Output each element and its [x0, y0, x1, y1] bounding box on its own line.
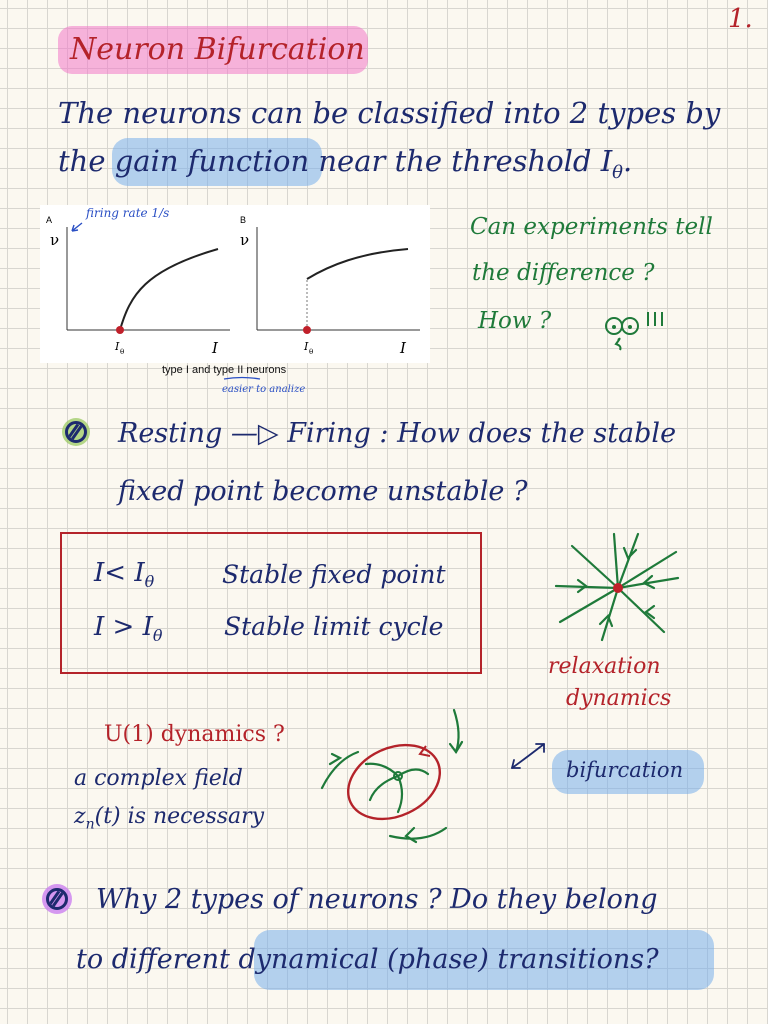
panel-b-ylabel: ν — [240, 231, 250, 249]
page-title: Neuron Bifurcation — [70, 32, 365, 67]
regime-row1-left — [94, 558, 154, 591]
regime-row2-cond: I > I — [94, 612, 153, 642]
regime-row1-right: Stable fixed point — [222, 560, 446, 589]
panel-a-xlabel: I — [212, 339, 218, 357]
section2-line-1: Why 2 types of neurons ? Do they belong — [96, 884, 658, 915]
limit-cycle-icon — [306, 704, 476, 854]
section2-line-2 — [76, 944, 659, 975]
caption-underline — [222, 375, 262, 383]
page-number: 1. — [728, 4, 753, 34]
u1-z: z — [74, 804, 86, 829]
figure-caption: type I and type II neurons — [162, 364, 287, 376]
panel-b-threshold-dot — [303, 326, 311, 334]
regime-box — [60, 532, 482, 674]
intro-threshold: near the threshold I — [318, 144, 613, 178]
section2-qmark: ? — [644, 944, 659, 975]
intro-line-1: The neurons can be classified into 2 types by — [58, 96, 721, 130]
stable-node-icon — [548, 530, 688, 650]
panel-a-curve — [120, 249, 218, 330]
u1-title: U(1) dynamics ? — [104, 722, 285, 747]
question-line-1: Can experiments tell — [470, 214, 713, 240]
relaxation-line-2: dynamics — [566, 686, 672, 711]
panel-a-threshold-label: I — [115, 340, 120, 353]
gain-function-plots — [40, 205, 430, 363]
section1-line-2: fixed point become unstable ? — [118, 476, 528, 507]
section2-to-different: to different — [76, 944, 230, 975]
u1-line-2 — [74, 804, 264, 832]
regime-row1-sub: θ — [144, 572, 155, 592]
gain-function-figure — [40, 205, 430, 363]
u1-rest: (t) is necessary — [94, 804, 265, 829]
panel-a-letter: A — [46, 215, 53, 225]
panel-b-threshold-label: I — [304, 340, 309, 353]
u1-line-1: a complex field — [74, 766, 243, 791]
section2-dynamical: dynamical (phase) transitions — [238, 944, 645, 975]
regime-row2-sub: θ — [152, 626, 163, 646]
panel-b-letter: B — [240, 215, 247, 225]
firing-rate-annotation: firing rate 1/s — [86, 206, 170, 220]
section1-line-1: Resting —▷ Firing : How does the stable — [118, 418, 677, 449]
panel-a-threshold-sub: θ — [120, 348, 125, 356]
firing-rate-arrow — [72, 223, 82, 231]
intro-gain-function: gain function — [114, 144, 310, 178]
relaxation-line-1: relaxation — [548, 654, 661, 679]
caption-note: easier to analize — [222, 384, 306, 395]
panel-a-ylabel: ν — [50, 231, 60, 249]
panel-b-threshold-sub: θ — [309, 348, 314, 356]
regime-row2-right: Stable limit cycle — [224, 612, 444, 641]
panel-b-curve — [307, 249, 408, 279]
bifurcation-label: bifurcation — [566, 758, 684, 782]
question-line-3: How ? — [478, 308, 552, 334]
u1-z-sub: n — [85, 816, 95, 833]
intro-line-2 — [58, 144, 632, 183]
confused-face-icon — [600, 306, 670, 352]
double-arrow-icon — [506, 736, 550, 776]
intro-period: . — [623, 144, 633, 178]
intro-threshold-sub: θ — [612, 161, 624, 183]
intro-the: the — [58, 144, 106, 178]
panel-b-xlabel: I — [400, 339, 406, 357]
question-line-2: the difference ? — [472, 260, 655, 286]
regime-row2-left — [94, 612, 163, 645]
panel-a-threshold-dot — [116, 326, 124, 334]
section2-bullet-icon — [46, 888, 68, 910]
regime-row1-cond: I< I — [94, 558, 145, 588]
section1-bullet-icon — [65, 421, 87, 443]
